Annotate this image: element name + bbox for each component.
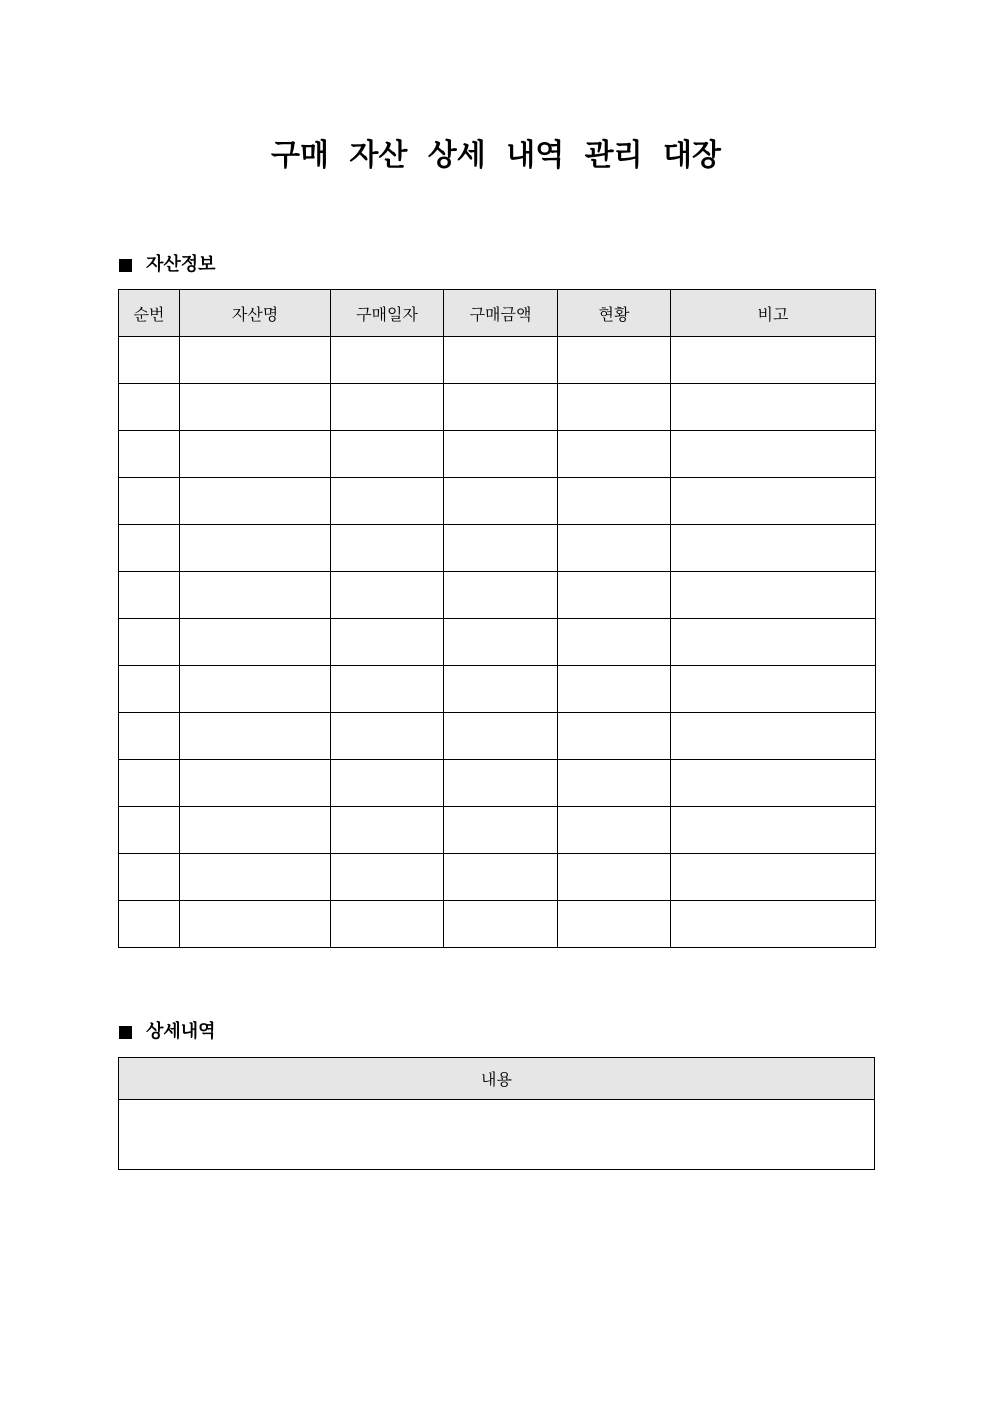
asset-name-cell[interactable] [180, 337, 331, 384]
asset-name-cell[interactable] [180, 619, 331, 666]
purchase-amount-cell[interactable] [444, 854, 558, 901]
number-cell[interactable] [119, 478, 180, 525]
purchase-amount-cell[interactable] [444, 337, 558, 384]
asset-name-cell[interactable] [180, 525, 331, 572]
number-cell[interactable] [119, 666, 180, 713]
number-cell[interactable] [119, 901, 180, 948]
purchase-date-cell[interactable] [331, 619, 444, 666]
detail-section-heading [119, 1020, 216, 1044]
purchase-date-cell[interactable] [331, 666, 444, 713]
remarks-cell[interactable] [671, 384, 876, 431]
table-row [119, 619, 876, 666]
purchase-date-cell[interactable] [331, 384, 444, 431]
status-cell[interactable] [558, 525, 671, 572]
purchase-amount-cell[interactable] [444, 572, 558, 619]
status-cell[interactable] [558, 478, 671, 525]
remarks-cell[interactable] [671, 525, 876, 572]
status-cell[interactable] [558, 384, 671, 431]
table-row [119, 525, 876, 572]
status-cell[interactable] [558, 431, 671, 478]
purchase-amount-cell[interactable] [444, 666, 558, 713]
square-bullet-icon [119, 1026, 132, 1039]
remarks-cell[interactable] [671, 854, 876, 901]
table-row [119, 807, 876, 854]
remarks-cell[interactable] [671, 760, 876, 807]
purchase-amount-cell[interactable] [444, 619, 558, 666]
remarks-cell[interactable] [671, 619, 876, 666]
table-row [119, 384, 876, 431]
asset-section-heading [119, 253, 216, 277]
column-header-number: 순번 [119, 290, 180, 337]
remarks-cell[interactable] [671, 713, 876, 760]
number-cell[interactable] [119, 854, 180, 901]
purchase-amount-cell[interactable] [444, 384, 558, 431]
asset-section-label: 자산정보 [146, 254, 216, 275]
purchase-date-cell[interactable] [331, 337, 444, 384]
purchase-amount-cell[interactable] [444, 478, 558, 525]
square-bullet-icon [119, 259, 132, 272]
remarks-cell[interactable] [671, 901, 876, 948]
table-row [119, 572, 876, 619]
column-header-status: 현황 [558, 290, 671, 337]
number-cell[interactable] [119, 337, 180, 384]
column-header-purchase-amount: 구매금액 [444, 290, 558, 337]
purchase-amount-cell[interactable] [444, 807, 558, 854]
asset-name-cell[interactable] [180, 384, 331, 431]
status-cell[interactable] [558, 901, 671, 948]
detail-table-header-row [119, 1058, 875, 1100]
table-row [119, 666, 876, 713]
number-cell[interactable] [119, 713, 180, 760]
purchase-date-cell[interactable] [331, 431, 444, 478]
remarks-cell[interactable] [671, 478, 876, 525]
number-cell[interactable] [119, 384, 180, 431]
asset-name-cell[interactable] [180, 666, 331, 713]
detail-table-row [119, 1100, 875, 1170]
table-row [119, 760, 876, 807]
number-cell[interactable] [119, 525, 180, 572]
remarks-cell[interactable] [671, 807, 876, 854]
status-cell[interactable] [558, 713, 671, 760]
purchase-date-cell[interactable] [331, 525, 444, 572]
table-row [119, 478, 876, 525]
asset-table-header-row [119, 290, 876, 337]
remarks-cell[interactable] [671, 572, 876, 619]
number-cell[interactable] [119, 619, 180, 666]
detail-table [118, 1057, 875, 1170]
purchase-date-cell[interactable] [331, 478, 444, 525]
column-header-purchase-date: 구매일자 [331, 290, 444, 337]
purchase-date-cell[interactable] [331, 572, 444, 619]
remarks-cell[interactable] [671, 337, 876, 384]
status-cell[interactable] [558, 666, 671, 713]
table-row [119, 337, 876, 384]
remarks-cell[interactable] [671, 431, 876, 478]
purchase-amount-cell[interactable] [444, 713, 558, 760]
asset-name-cell[interactable] [180, 713, 331, 760]
detail-content-cell[interactable] [119, 1100, 875, 1170]
table-row [119, 854, 876, 901]
table-row [119, 713, 876, 760]
column-header-content: 내용 [119, 1058, 875, 1100]
purchase-date-cell[interactable] [331, 854, 444, 901]
asset-name-cell[interactable] [180, 901, 331, 948]
purchase-amount-cell[interactable] [444, 901, 558, 948]
asset-name-cell[interactable] [180, 478, 331, 525]
purchase-date-cell[interactable] [331, 901, 444, 948]
column-header-remarks: 비고 [671, 290, 876, 337]
number-cell[interactable] [119, 760, 180, 807]
status-cell[interactable] [558, 337, 671, 384]
purchase-amount-cell[interactable] [444, 431, 558, 478]
document-title: 구매 자산 상세 내역 관리 대장 [271, 138, 721, 173]
purchase-date-cell[interactable] [331, 760, 444, 807]
purchase-amount-cell[interactable] [444, 760, 558, 807]
asset-name-cell[interactable] [180, 807, 331, 854]
remarks-cell[interactable] [671, 666, 876, 713]
asset-table [118, 289, 876, 948]
column-header-asset-name: 자산명 [180, 290, 331, 337]
asset-name-cell[interactable] [180, 760, 331, 807]
asset-table-body [119, 337, 876, 948]
number-cell[interactable] [119, 572, 180, 619]
number-cell[interactable] [119, 807, 180, 854]
asset-name-cell[interactable] [180, 572, 331, 619]
status-cell[interactable] [558, 760, 671, 807]
purchase-date-cell[interactable] [331, 807, 444, 854]
table-row [119, 431, 876, 478]
status-cell[interactable] [558, 572, 671, 619]
number-cell[interactable] [119, 431, 180, 478]
purchase-amount-cell[interactable] [444, 525, 558, 572]
status-cell[interactable] [558, 854, 671, 901]
asset-name-cell[interactable] [180, 431, 331, 478]
table-row [119, 901, 876, 948]
detail-section-label: 상세내역 [146, 1021, 216, 1042]
status-cell[interactable] [558, 807, 671, 854]
asset-name-cell[interactable] [180, 854, 331, 901]
purchase-date-cell[interactable] [331, 713, 444, 760]
status-cell[interactable] [558, 619, 671, 666]
